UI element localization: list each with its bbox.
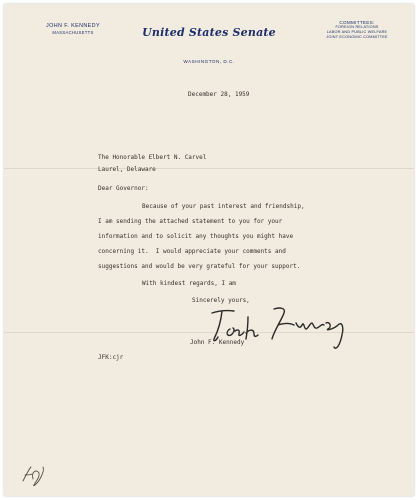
letterhead-sender (18, 23, 128, 35)
letter-page (4, 4, 414, 496)
letterhead-sender-name: JOHN F. KENNEDY (46, 23, 100, 29)
closing-line: With kindest regards, I am (142, 280, 236, 287)
paper-fold (4, 332, 414, 333)
reference-initials: JFK:cjr (98, 354, 124, 361)
salutation: Dear Governor: (98, 185, 149, 192)
letterhead-committees (304, 20, 410, 40)
letterhead-sender-state: MASSACHUSETTS (52, 30, 94, 35)
body-line: Because of your past interest and friendship, (142, 203, 305, 210)
handwritten-initials (19, 459, 49, 489)
letterhead-title: United States Senate (142, 26, 276, 39)
paper-fold (4, 168, 414, 169)
sign-off: Sincerely yours, (192, 297, 250, 304)
signature (204, 299, 364, 359)
body-line: concerning it. I would appreciate your comments and (98, 248, 286, 255)
signer-name: John F. Kennedy (190, 339, 245, 346)
committee-item: FOREIGN RELATIONS (335, 25, 379, 29)
body-line: suggestions and would be very grateful for your support. (98, 263, 301, 270)
recipient-address: Laurel, Delaware (98, 166, 156, 173)
body-line: I am sending the attached statement to you for your (98, 218, 283, 225)
body-line: information and to solicit any thoughts you might have (98, 233, 294, 240)
committee-item: LABOR AND PUBLIC WELFARE (326, 30, 388, 34)
letterhead-city: WASHINGTON, D.C. (183, 59, 235, 64)
letter-date: December 28, 1959 (188, 91, 250, 98)
committees-heading: COMMITTEES: (339, 20, 375, 25)
committee-item: JOINT ECONOMIC COMMITTEE (326, 35, 388, 39)
recipient-name: The Honorable Elbert N. Carvel (98, 154, 207, 161)
